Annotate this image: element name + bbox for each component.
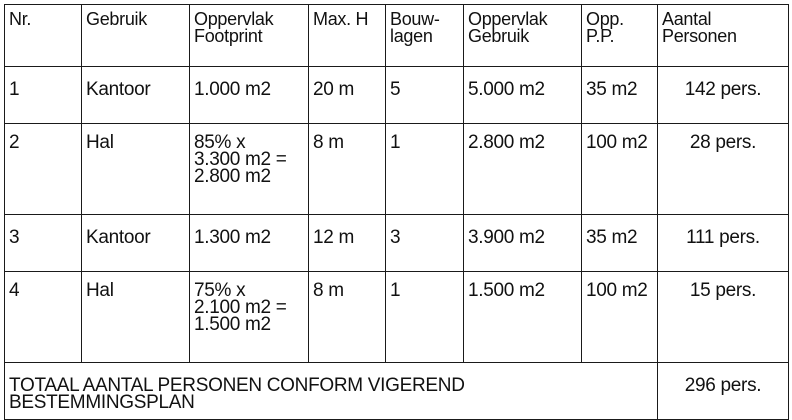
- header-gebruik: Gebruik: [82, 5, 190, 67]
- cell-personen: 111 pers.: [658, 215, 789, 272]
- header-row: [5, 5, 789, 67]
- cell-opp-gebruik: 3.900 m2: [464, 215, 582, 272]
- cell-max-h: 20 m: [309, 67, 386, 124]
- header-bouwlagen: Bouw- lagen: [386, 5, 464, 67]
- cell-opp-pp: 100 m2: [582, 124, 658, 215]
- occupancy-table: [4, 4, 789, 420]
- header-nr: Nr.: [5, 5, 82, 67]
- header-oppervlak-footprint: Oppervlak Footprint: [190, 5, 309, 67]
- cell-opp-pp: 35 m2: [582, 215, 658, 272]
- header-aantal-personen: Aantal Personen: [658, 5, 789, 67]
- cell-gebruik: Hal: [82, 272, 190, 363]
- cell-footprint: 1.300 m2: [190, 215, 309, 272]
- cell-opp-gebruik: 5.000 m2: [464, 67, 582, 124]
- cell-footprint: 75% x 2.100 m2 = 1.500 m2: [190, 272, 309, 363]
- cell-gebruik: Kantoor: [82, 215, 190, 272]
- cell-nr: 2: [5, 124, 82, 215]
- cell-nr: 3: [5, 215, 82, 272]
- cell-bouwlagen: 1: [386, 124, 464, 215]
- cell-opp-pp: 100 m2: [582, 272, 658, 363]
- table-row: [5, 215, 789, 272]
- cell-bouwlagen: 5: [386, 67, 464, 124]
- header-max-h: Max. H: [309, 5, 386, 67]
- cell-opp-gebruik: 1.500 m2: [464, 272, 582, 363]
- cell-bouwlagen: 3: [386, 215, 464, 272]
- cell-max-h: 8 m: [309, 272, 386, 363]
- header-opp-pp: Opp. P.P.: [582, 5, 658, 67]
- table-row: [5, 67, 789, 124]
- table-row: [5, 272, 789, 363]
- table-row: [5, 124, 789, 215]
- total-row: [5, 363, 789, 420]
- total-value: 296 pers.: [658, 363, 789, 420]
- cell-opp-pp: 35 m2: [582, 67, 658, 124]
- cell-personen: 28 pers.: [658, 124, 789, 215]
- cell-opp-gebruik: 2.800 m2: [464, 124, 582, 215]
- cell-personen: 15 pers.: [658, 272, 789, 363]
- header-oppervlak-gebruik: Oppervlak Gebruik: [464, 5, 582, 67]
- total-label: TOTAAL AANTAL PERSONEN CONFORM VIGEREND BESTEMMINGSPLAN: [5, 363, 658, 420]
- cell-max-h: 8 m: [309, 124, 386, 215]
- cell-footprint: 85% x 3.300 m2 = 2.800 m2: [190, 124, 309, 215]
- cell-bouwlagen: 1: [386, 272, 464, 363]
- cell-nr: 4: [5, 272, 82, 363]
- cell-gebruik: Hal: [82, 124, 190, 215]
- cell-nr: 1: [5, 67, 82, 124]
- cell-gebruik: Kantoor: [82, 67, 190, 124]
- cell-max-h: 12 m: [309, 215, 386, 272]
- cell-personen: 142 pers.: [658, 67, 789, 124]
- cell-footprint: 1.000 m2: [190, 67, 309, 124]
